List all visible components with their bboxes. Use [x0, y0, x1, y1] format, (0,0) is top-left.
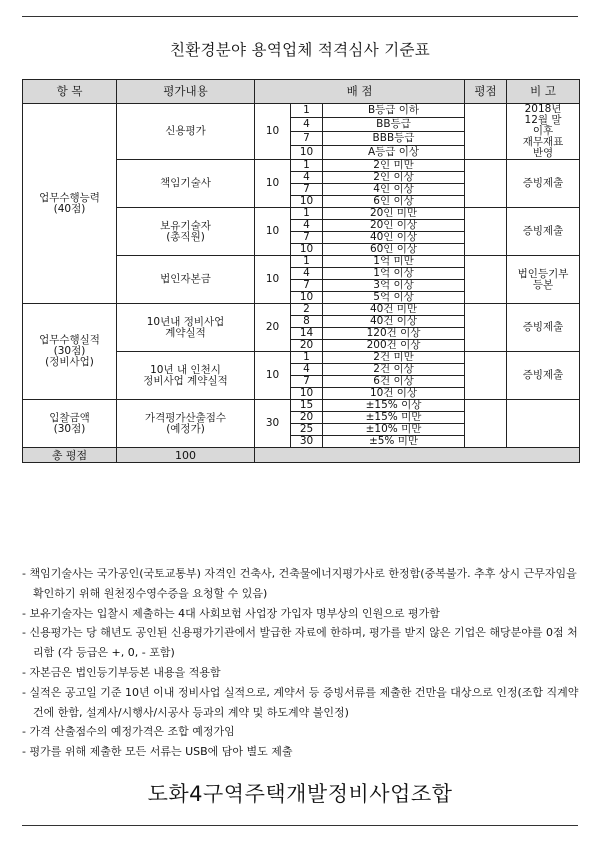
item-label: 신용평가	[117, 104, 255, 160]
table-row	[23, 304, 580, 316]
score-points: 7	[291, 184, 323, 196]
score-criterion: BB등급	[323, 118, 465, 132]
score-points: 4	[291, 364, 323, 376]
score-criterion: 40인 이상	[323, 232, 465, 244]
score-points: 20	[291, 340, 323, 352]
score-points: 7	[291, 280, 323, 292]
score-criterion: 2인 이상	[323, 172, 465, 184]
score-points: 10	[291, 388, 323, 400]
score-criterion: 60인 이상	[323, 244, 465, 256]
score-criterion: ±15% 이상	[323, 400, 465, 412]
evaluation-cell	[465, 400, 507, 448]
table-header-row	[23, 80, 580, 104]
table-row	[23, 400, 580, 412]
score-criterion: 1억 미만	[323, 256, 465, 268]
notes-list	[22, 564, 584, 762]
evaluation-cell	[465, 352, 507, 400]
score-criterion: 6건 이상	[323, 376, 465, 388]
item-label: 책임기술사	[117, 160, 255, 208]
header-remark: 비 고	[507, 80, 580, 104]
category-cell: 업무수행능력 (40점)	[23, 104, 117, 304]
score-points: 7	[291, 232, 323, 244]
score-criterion: 10건 이상	[323, 388, 465, 400]
score-criterion: B등급 이하	[323, 104, 465, 118]
remark-cell: 증빙제출	[507, 160, 580, 208]
score-criterion: 120건 이상	[323, 328, 465, 340]
item-max-score: 10	[255, 352, 291, 400]
score-points: 7	[291, 132, 323, 146]
score-criterion: 40건 미만	[323, 304, 465, 316]
bottom-rule	[22, 825, 578, 826]
remark-cell: 2018년 12월 말 이후 재무재표 반영	[507, 104, 580, 160]
item-max-score: 10	[255, 256, 291, 304]
score-criterion: ±15% 미만	[323, 412, 465, 424]
header-score: 배 점	[255, 80, 465, 104]
score-criterion: 6인 이상	[323, 196, 465, 208]
score-points: 30	[291, 436, 323, 448]
total-value: 100	[117, 448, 255, 463]
score-points: 10	[291, 244, 323, 256]
evaluation-cell	[465, 256, 507, 304]
score-points: 1	[291, 352, 323, 364]
score-points: 8	[291, 316, 323, 328]
note-item: - 실적은 공고일 기준 10년 이내 정비사업 실적으로, 계약서 등 증빙서류를 제출한 건만을 대상으로 인정(조합 직계약건에 한함, 설계사/시행사/시공사 등과의 계약 및 하도계약 불인정)	[22, 685, 579, 719]
total-row	[23, 448, 580, 463]
remark-cell	[507, 400, 580, 448]
score-criterion: A등급 이상	[323, 146, 465, 160]
item-label: 가격평가산출점수 (예정가)	[117, 400, 255, 448]
score-points: 20	[291, 412, 323, 424]
score-criterion: 3억 이상	[323, 280, 465, 292]
score-points: 10	[291, 292, 323, 304]
total-label: 총 평점	[23, 448, 117, 463]
category-cell: 입찰금액 (30점)	[23, 400, 117, 448]
evaluation-cell	[465, 160, 507, 208]
evaluation-cell	[465, 304, 507, 352]
score-criterion: 2건 이상	[323, 364, 465, 376]
score-points: 25	[291, 424, 323, 436]
remark-cell: 증빙제출	[507, 208, 580, 256]
organization-name: 도화4구역주택개발정비사업조합	[147, 782, 453, 806]
top-rule	[22, 16, 578, 17]
score-points: 10	[291, 146, 323, 160]
score-points: 14	[291, 328, 323, 340]
score-criterion: 4인 이상	[323, 184, 465, 196]
table-row	[23, 104, 580, 118]
score-points: 2	[291, 304, 323, 316]
note-item: - 평가를 위해 제출한 모든 서류는 USB에 담아 별도 제출	[22, 745, 293, 759]
score-criterion: ±10% 미만	[323, 424, 465, 436]
note-item: - 가격 산출점수의 예정가격은 조합 예정가임	[22, 725, 235, 739]
page-title: 친환경분야 용역업체 적격심사 기준표	[169, 41, 431, 59]
remark-cell: 증빙제출	[507, 304, 580, 352]
score-points: 4	[291, 118, 323, 132]
score-criterion: 5억 이상	[323, 292, 465, 304]
item-label: 법인자본금	[117, 256, 255, 304]
evaluation-cell	[465, 208, 507, 256]
item-max-score: 10	[255, 104, 291, 160]
item-max-score: 10	[255, 208, 291, 256]
note-item: - 자본금은 법인등기부등본 내용을 적용함	[22, 665, 221, 679]
note-item: - 보유기술자는 입찰시 제출하는 4대 사회보험 사업장 가입자 명부상의 인원으로 평가함	[22, 606, 440, 620]
score-criterion: 200건 이상	[323, 340, 465, 352]
item-max-score: 10	[255, 160, 291, 208]
score-points: 15	[291, 400, 323, 412]
header-eval: 평점	[465, 80, 507, 104]
score-points: 4	[291, 172, 323, 184]
evaluation-table	[22, 79, 580, 463]
score-criterion: BBB등급	[323, 132, 465, 146]
item-label: 10년 내 인천시 정비사업 계약실적	[117, 352, 255, 400]
item-max-score: 30	[255, 400, 291, 448]
score-criterion: 2건 미만	[323, 352, 465, 364]
total-blank	[255, 448, 580, 463]
score-points: 1	[291, 256, 323, 268]
item-max-score: 20	[255, 304, 291, 352]
score-criterion: 20인 이상	[323, 220, 465, 232]
note-item: - 신용평가는 당 해년도 공인된 신용평가기관에서 발급한 자료에 한하며, 평가를 받지 않은 기업은 해당분야를 0점 처리함 (각 등급은 +, 0, - 포함)	[22, 626, 578, 660]
score-points: 4	[291, 220, 323, 232]
note-item: - 책임기술사는 국가공인(국토교통부) 자격인 건축사, 건축물에너지평가사로 한정함(중복불가. 추후 상시 근무자임을 확인하기 위해 원천징수영수증을 요청할 수 있음)	[22, 567, 577, 600]
header-item: 항 목	[23, 80, 117, 104]
score-criterion: 20인 미만	[323, 208, 465, 220]
score-points: 1	[291, 160, 323, 172]
score-points: 10	[291, 196, 323, 208]
category-cell: 업무수행실적 (30점) (정비사업)	[23, 304, 117, 400]
score-criterion: ±5% 미만	[323, 436, 465, 448]
item-label: 보유기술자 (총직원)	[117, 208, 255, 256]
item-label: 10년내 정비사업 계약실적	[117, 304, 255, 352]
evaluation-cell	[465, 104, 507, 160]
score-criterion: 2인 미만	[323, 160, 465, 172]
remark-cell: 법인등기부 등본	[507, 256, 580, 304]
score-points: 1	[291, 208, 323, 220]
score-points: 4	[291, 268, 323, 280]
remark-cell: 증빙제출	[507, 352, 580, 400]
score-criterion: 40건 이상	[323, 316, 465, 328]
score-criterion: 1억 이상	[323, 268, 465, 280]
score-points: 1	[291, 104, 323, 118]
score-points: 7	[291, 376, 323, 388]
header-content: 평가내용	[117, 80, 255, 104]
